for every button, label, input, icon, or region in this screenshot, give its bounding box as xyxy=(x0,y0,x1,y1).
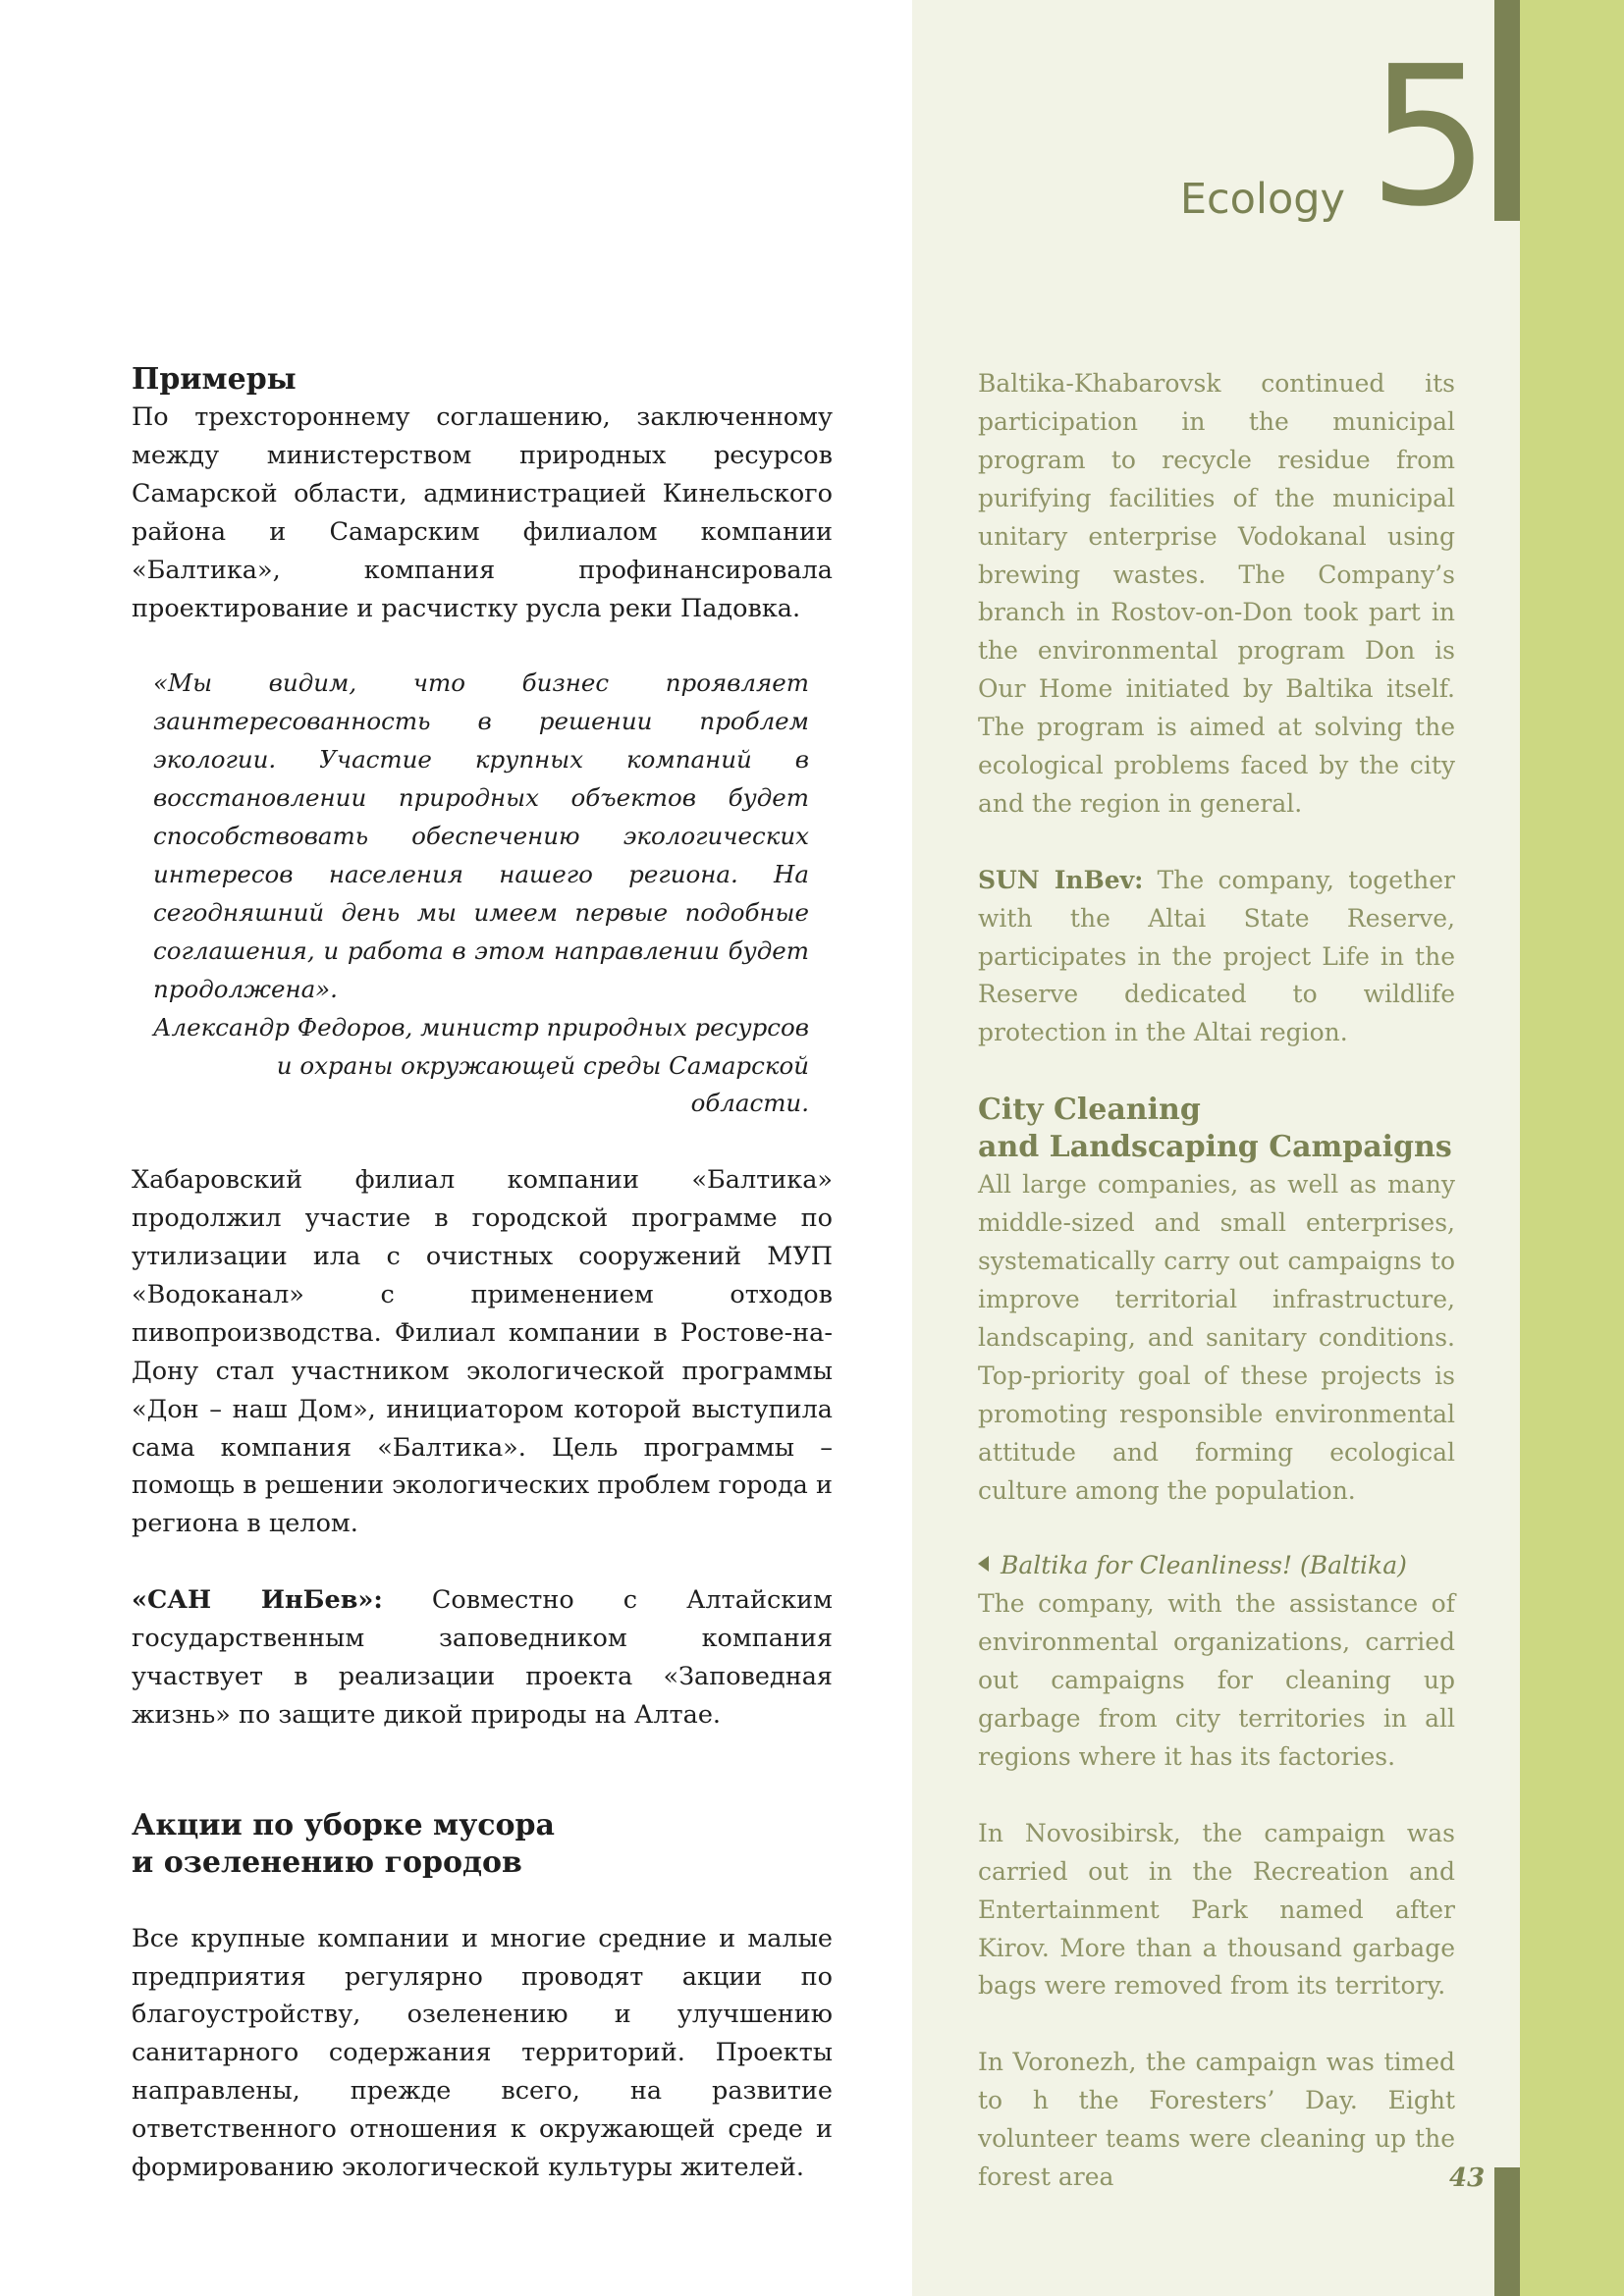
heading-line2: и озеленению городов xyxy=(132,1844,522,1880)
paragraph-novosibirsk-en: In Novosibirsk, the campaign was carried out in the Recreation and Entertainment Park named after Kirov. More than a thousand garbage bags were removed from its territory. xyxy=(978,1818,1455,2001)
company-label-en: SUN InBev: xyxy=(978,865,1144,894)
chapter-title: Ecology xyxy=(1179,175,1345,224)
paragraph-khabarovsk: Хабаровский филиал компании «Балтика» продолжил участие в городской программе по утилизации ила с очистных сооружений МУП «Водоканал» с применением отходов пивопроизводства. Филиал компании в Ростове-на-Дону стал участником экологической программы «Дон – наш Дом», инициатором которой выступила сама компания «Балтика». Цель программы – помощь в решении экологических проблем города и региона в целом. xyxy=(132,1165,833,1539)
paragraph-sun-inbev-text: Совместно с Алтайским государственным заповедником компания участвует в реализации проекта «Заповедная жизнь» по защите дикой природы на Алтае. xyxy=(132,1585,833,1730)
company-label: «САН ИнБев»: xyxy=(132,1585,383,1616)
paragraph-sun-inbev xyxy=(132,1581,833,1735)
paragraph-agreement: По трехстороннему соглашению, заключенному между министерством природных ресурсов Самарской области, администрацией Кинельского района и Самарским филиалом компании «Балтика», компания профинансировала проектирование и расчистку русла реки Падовка. xyxy=(132,402,833,623)
page-number: 43 xyxy=(1449,2163,1486,2193)
section-heading-examples: Примеры xyxy=(132,362,297,397)
quote-attribution-line2: и охраны окружающей среды Самарской области. xyxy=(276,1050,809,1118)
subheading-baltika-cleanliness xyxy=(978,1547,1455,1585)
chapter-number: 5 xyxy=(1368,26,1490,249)
paragraph-sun-inbev-en xyxy=(978,862,1455,1053)
heading-en-line1: City Cleaning xyxy=(978,1093,1201,1128)
page-bar-bottom xyxy=(1494,2167,1520,2296)
paragraph-companies: Все крупные компании и многие средние и малые предприятия регулярно проводят акции по благоустройству, озеленению и улучшению санитарного содержания территорий. Проекты направлены, прежде всего, на развитие ответственного отношения к окружающей среде и формированию экологической культуры жителей. xyxy=(132,1923,833,2183)
subheading-text: Baltika for Cleanliness! (Baltika) xyxy=(1001,1551,1407,1580)
quote-attribution-line1: Александр Федоров, министр природных ресурсов xyxy=(153,1012,809,1041)
triangle-left-icon xyxy=(978,1556,989,1572)
russian-column xyxy=(132,361,833,2187)
heading-line1: Акции по уборке мусора xyxy=(132,1807,555,1842)
paragraph-sun-inbev-en-text: The company, together with the Altai State Reserve, participates in the project Life in the Reserve dedicated to wildlife protection in the Altai region. xyxy=(978,865,1455,1047)
section-heading-cleaning xyxy=(132,1807,833,1882)
paragraph-campaigns-en: The company, with the assistance of environmental organizations, carried out campaigns for cleaning up garbage from city territories in all regions where it has its factories. xyxy=(978,1589,1455,1771)
quote-block xyxy=(153,665,809,1123)
edge-stripe xyxy=(1520,0,1624,2296)
english-column xyxy=(978,365,1455,2197)
paragraph-companies-en: All large companies, as well as many middle-sized and small enterprises, systematically carry out campaigns to improve territorial infrastructure, landscaping, and sanitary conditions. Top-priority goal of these projects is promoting responsible environmental attitude and forming ecological culture among the population. xyxy=(978,1170,1455,1505)
section-heading-cleaning-en xyxy=(978,1092,1455,1166)
chapter-bar-top xyxy=(1494,0,1520,221)
quote-text: «Мы видим, что бизнес проявляет заинтересованность в решении проблем экологии. Участие крупных компаний в восстановлении природных объектов будет способствовать обеспечению экологических интересов населения нашего региона. На сегодняшний день мы имеем первые подобные соглашения, и работа в этом направлении будет продолжена». xyxy=(153,668,809,1003)
paragraph-khabarovsk-en: Baltika-Khabarovsk continued its participation in the municipal program to recycle residue from purifying facilities of the municipal unitary enterprise Vodokanal using brewing wastes. The Company’s branch in Rostov-on-Don took part in the environmental program Don is Our Home initiated by Baltika itself. The program is aimed at solving the ecological problems faced by the city and the region in general. xyxy=(978,369,1455,818)
paragraph-voronezh-en: In Voronezh, the campaign was timed to h the Foresters’ Day. Eight volunteer teams were cleaning up the forest area xyxy=(978,2048,1455,2191)
heading-en-line2: and Landscaping Campaigns xyxy=(978,1130,1452,1165)
